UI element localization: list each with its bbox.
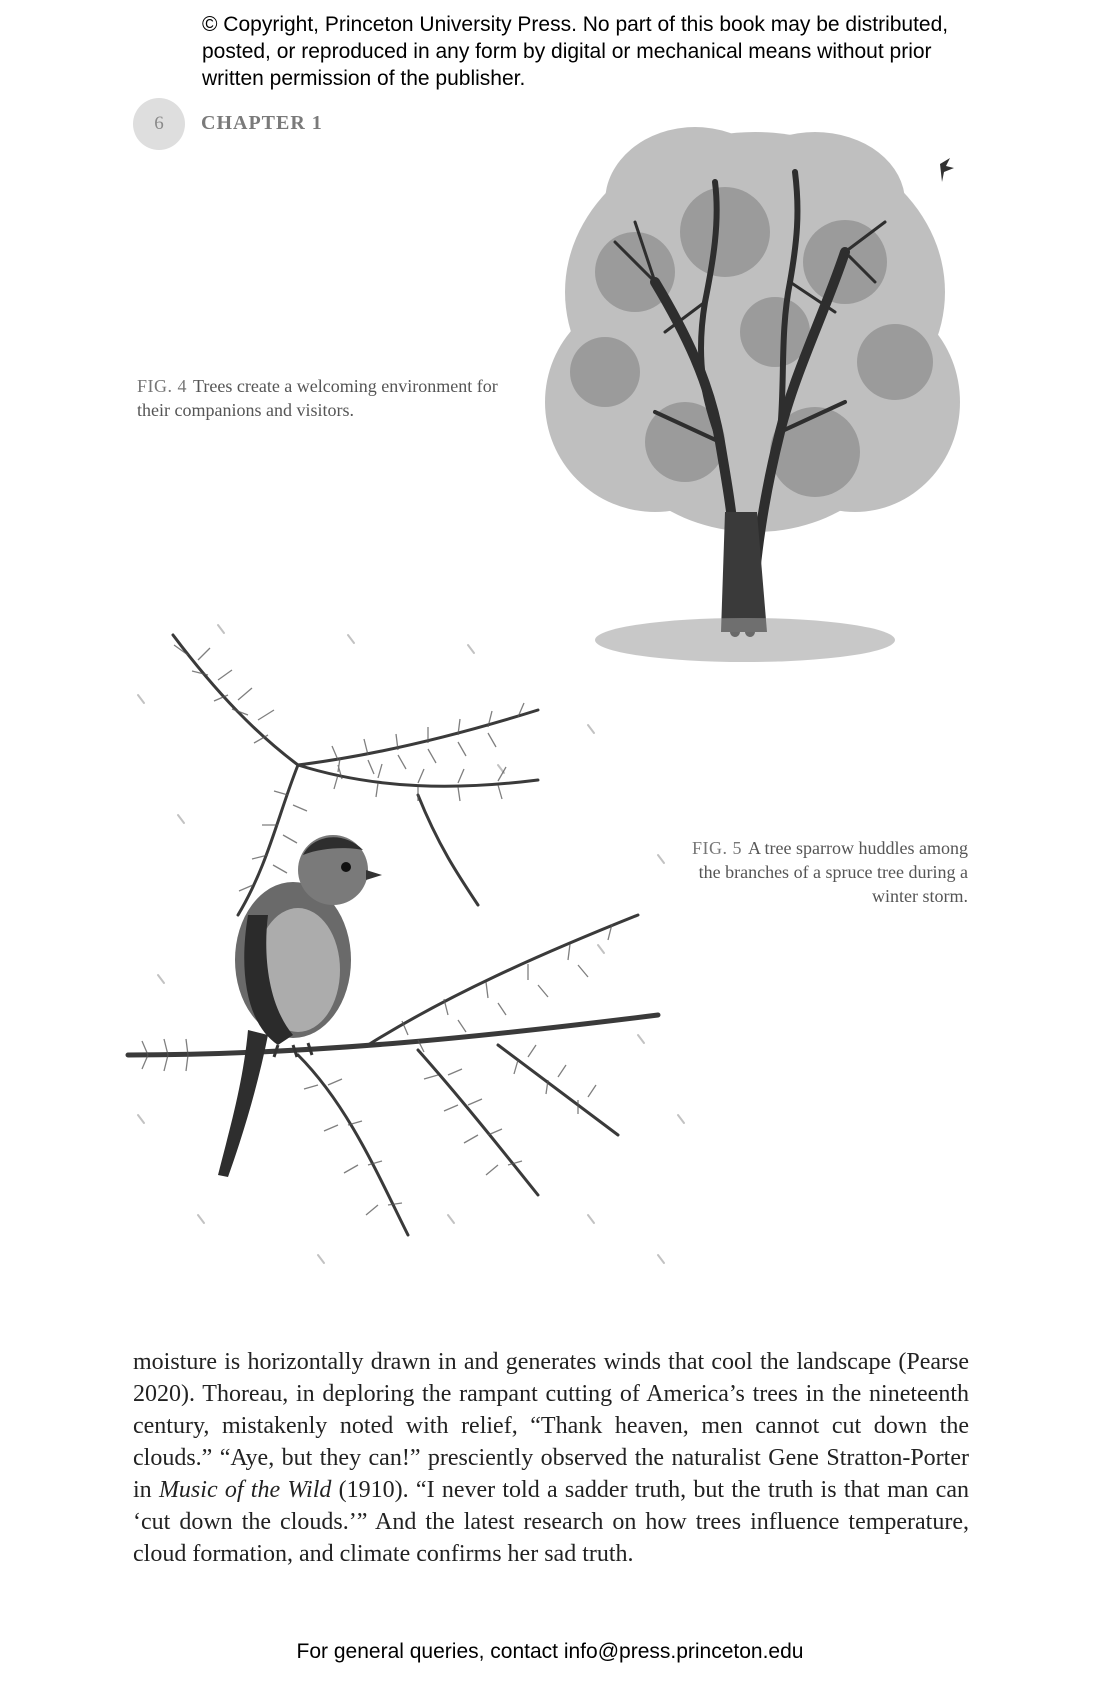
figure-4-text: Trees create a welcoming environment for their companions and visitors. (137, 376, 498, 420)
paragraph-text-part-2: (1910). “I never told a sadder truth, but the truth is that man can ‘cut down the clouds.’” And the latest research on how trees influence temperature, cloud formation, and climate confirms her sad truth. (133, 1477, 969, 1567)
paragraph-text-part-1: moisture is horizontally drawn in and generates winds that cool the landscape (Pearse 2020). Thoreau, in deploring the rampant cutting of America’s trees in the nineteenth century, mistakenly noted with relief, “Thank heaven, men cannot cut down the clouds.” “Aye, but they can!” presciently observed the naturalist Gene Stratton-Porter in (133, 1349, 969, 1503)
figure-5-text: A tree sparrow huddles among the branches of a spruce tree during a winter storm. (698, 838, 968, 906)
figure-4-label: FIG. 4 (137, 376, 188, 396)
sparrow-on-spruce-illustration-icon (118, 615, 698, 1315)
book-title: Music of the Wild (158, 1477, 332, 1503)
figure-5-caption (690, 836, 968, 908)
figure-4-caption (137, 374, 517, 422)
chapter-heading: CHAPTER 1 (201, 112, 323, 134)
page-number: 6 (154, 113, 164, 134)
body-paragraph (133, 1346, 969, 1570)
tree-illustration-icon (545, 112, 965, 692)
contact-footer: For general queries, contact info@press.princeton.edu (296, 1640, 804, 1663)
paragraph (133, 1346, 969, 1570)
page-number-badge (133, 98, 185, 150)
copyright-notice: © Copyright, Princeton University Press. No part of this book may be distributed, posted, or reproduced in any form by digital or mechanical means without prior written permission of the publisher. (202, 13, 949, 90)
figure-5-label: FIG. 5 (692, 838, 743, 858)
